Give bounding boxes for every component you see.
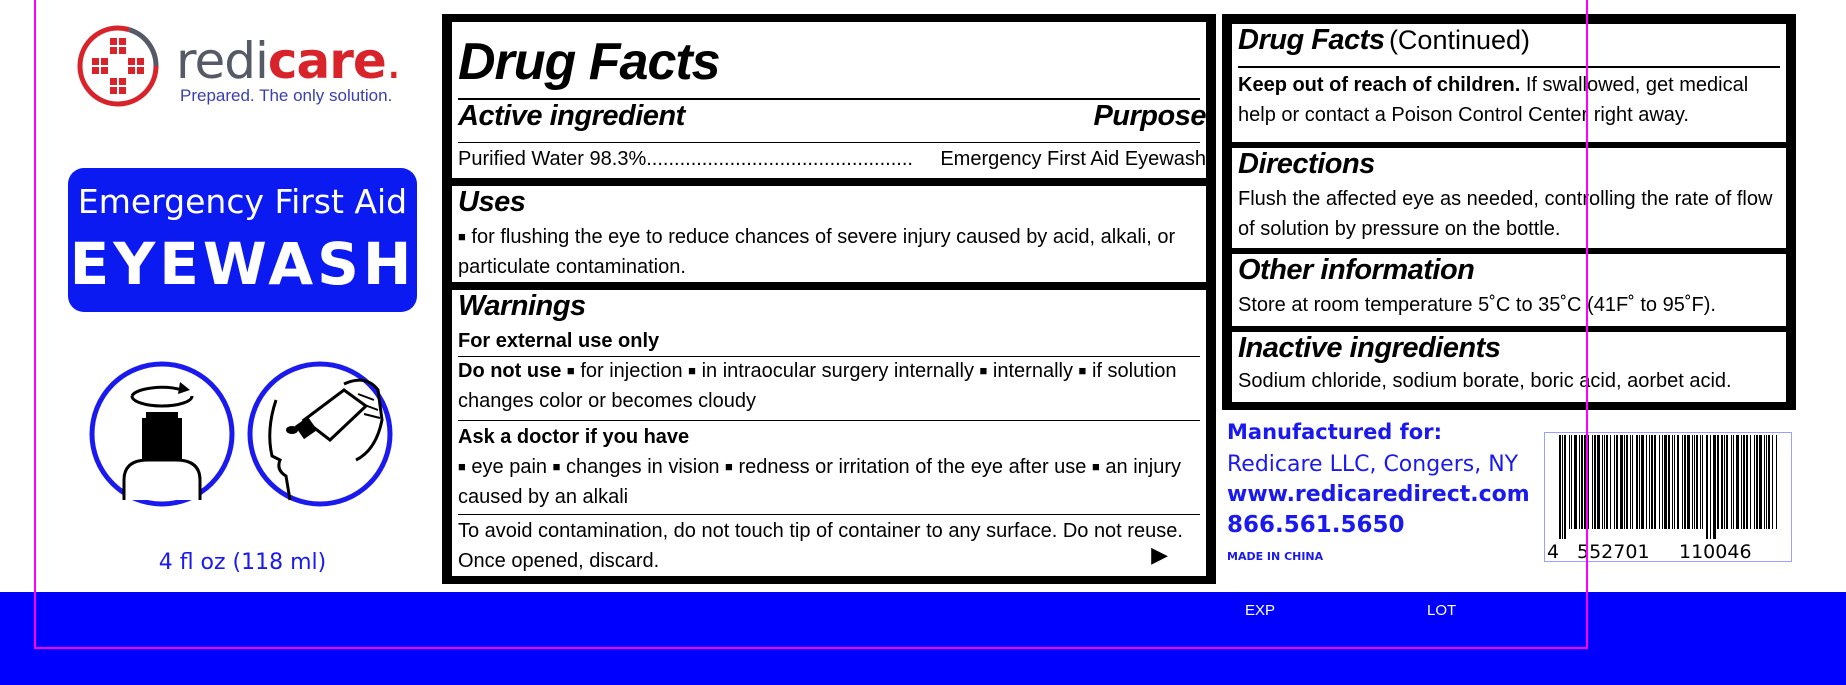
ask-doctor-item: changes in vision (566, 456, 720, 478)
leader-dots: ................................................ (646, 148, 913, 170)
purpose-heading: Purpose (1093, 100, 1206, 132)
exp-label: EXP (1245, 602, 1276, 619)
bullet-icon: ■ (1091, 459, 1100, 474)
bullet-icon: ■ (1078, 363, 1087, 378)
directions-section (1232, 148, 1786, 248)
brand-name-part1: redi (176, 32, 268, 90)
drug-facts-panel (442, 14, 1216, 584)
redicare-cross-icon (76, 24, 160, 108)
other-info-heading: Other information (1238, 254, 1475, 286)
manufacturer-website: www.redicaredirect.com (1227, 482, 1530, 507)
warnings-section (452, 290, 1206, 576)
do-not-use-label: Do not use (458, 360, 562, 382)
divider (458, 514, 1200, 515)
manufacturer-label: Manufactured for: (1227, 420, 1442, 444)
upc-barcode (1544, 432, 1792, 562)
unscrew-cap-icon (88, 360, 236, 508)
keep-out-body: If swallowed, get medical help or contact a Poison Control Center right away. (1238, 74, 1749, 126)
brand-name (176, 32, 401, 90)
bullet-icon: ■ (552, 459, 561, 474)
brand-name-dot: . (385, 32, 401, 90)
usage-pictograms (88, 358, 398, 508)
brand-name-part2: care (267, 32, 386, 90)
footer-band (0, 592, 1846, 685)
continued-title (1238, 24, 1530, 57)
active-ingredient-value: Purified Water 98.3% (458, 148, 647, 170)
bullet-icon: ■ (725, 459, 733, 474)
lot-label: LOT (1427, 602, 1457, 619)
directions-text: Flush the affected eye as needed, controlling the rate of flow of solution by pressure on the bottle. (1238, 188, 1773, 240)
contamination-text: To avoid contamination, do not touch tip of container to any surface. Do not reuse. Once opened, discard. (458, 520, 1183, 572)
manufacturer-company: Redicare LLC, Congers, NY (1227, 452, 1519, 477)
product-name-box (68, 168, 417, 312)
other-info-text: Store at room temperature 5˚C to 35˚C (41F˚ to 95˚F). (1238, 294, 1716, 316)
ask-doctor-label: Ask a doctor if you have (458, 426, 690, 448)
barcode-group1: 552701 (1577, 541, 1650, 563)
bullet-icon: ■ (458, 459, 466, 474)
divider (458, 142, 1200, 143)
brand-tagline: Prepared. The only solution. (180, 86, 393, 105)
do-not-use-item: for injection (580, 360, 683, 382)
divider (1238, 66, 1780, 68)
do-not-use-item: if solution changes color or becomes cloudy (458, 360, 1177, 412)
uses-section (452, 186, 1206, 282)
bullet-icon: ■ (979, 363, 988, 378)
do-not-use-text (458, 356, 1200, 416)
product-line2: EYEWASH (69, 230, 416, 298)
do-not-use-item: internally (992, 360, 1073, 382)
inactive-heading: Inactive ingredients (1238, 332, 1501, 364)
keep-out-section (1232, 24, 1786, 142)
continue-arrow-icon: ▶ (1151, 542, 1168, 567)
do-not-use-item: in intraocular surgery internally (701, 360, 974, 382)
ask-doctor-item: an injury caused by an alkali (458, 456, 1182, 508)
inactive-text: Sodium chloride, sodium borate, boric acid, aorbet acid. (1238, 370, 1732, 392)
uses-text-body: for flushing the eye to reduce chances of severe injury caused by acid, alkali, or particulate contamination. (458, 226, 1176, 278)
drug-facts-title: Drug Facts (458, 33, 720, 91)
country-of-origin: MADE IN CHINA (1227, 550, 1324, 563)
external-use-label: For external use only (458, 330, 660, 352)
divider (458, 420, 1200, 421)
ask-doctor-item: redness or irritation of the eye after use (738, 456, 1087, 478)
barcode-lead-digit: 4 (1547, 541, 1560, 563)
brand-logo (76, 24, 416, 114)
product-volume: 4 fl oz (118 ml) (158, 550, 327, 575)
keep-out-label: Keep out of reach of children. (1238, 74, 1521, 96)
continued-title-suffix: (Continued) (1388, 25, 1531, 55)
inactive-ingredients-section (1232, 332, 1786, 402)
directions-heading: Directions (1238, 148, 1375, 180)
manufacturer-phone: 866.561.5650 (1227, 512, 1405, 538)
continued-title-main: Drug Facts (1238, 24, 1385, 56)
other-info-section (1232, 254, 1786, 326)
bullet-icon: ■ (458, 229, 466, 244)
keep-out-text (1238, 70, 1780, 130)
bullet-icon: ■ (566, 363, 575, 378)
active-ingredient-row (458, 144, 1206, 174)
flush-eye-icon (246, 360, 394, 508)
active-ingredient-section (452, 22, 1206, 178)
product-line1: Emergency First Aid (77, 182, 408, 221)
active-ingredient-heading: Active ingredient (458, 100, 685, 132)
barcode-bars-icon (1545, 433, 1791, 541)
purpose-value: Emergency First Aid Eyewash (940, 148, 1206, 170)
uses-heading: Uses (458, 186, 526, 218)
drug-facts-continued-panel (1222, 14, 1796, 410)
uses-text (458, 222, 1200, 282)
warnings-heading: Warnings (458, 290, 586, 322)
ask-doctor-text (458, 452, 1200, 512)
bullet-icon: ■ (688, 363, 697, 378)
ask-doctor-item: eye pain (471, 456, 548, 478)
barcode-group2: 110046 (1679, 541, 1752, 563)
